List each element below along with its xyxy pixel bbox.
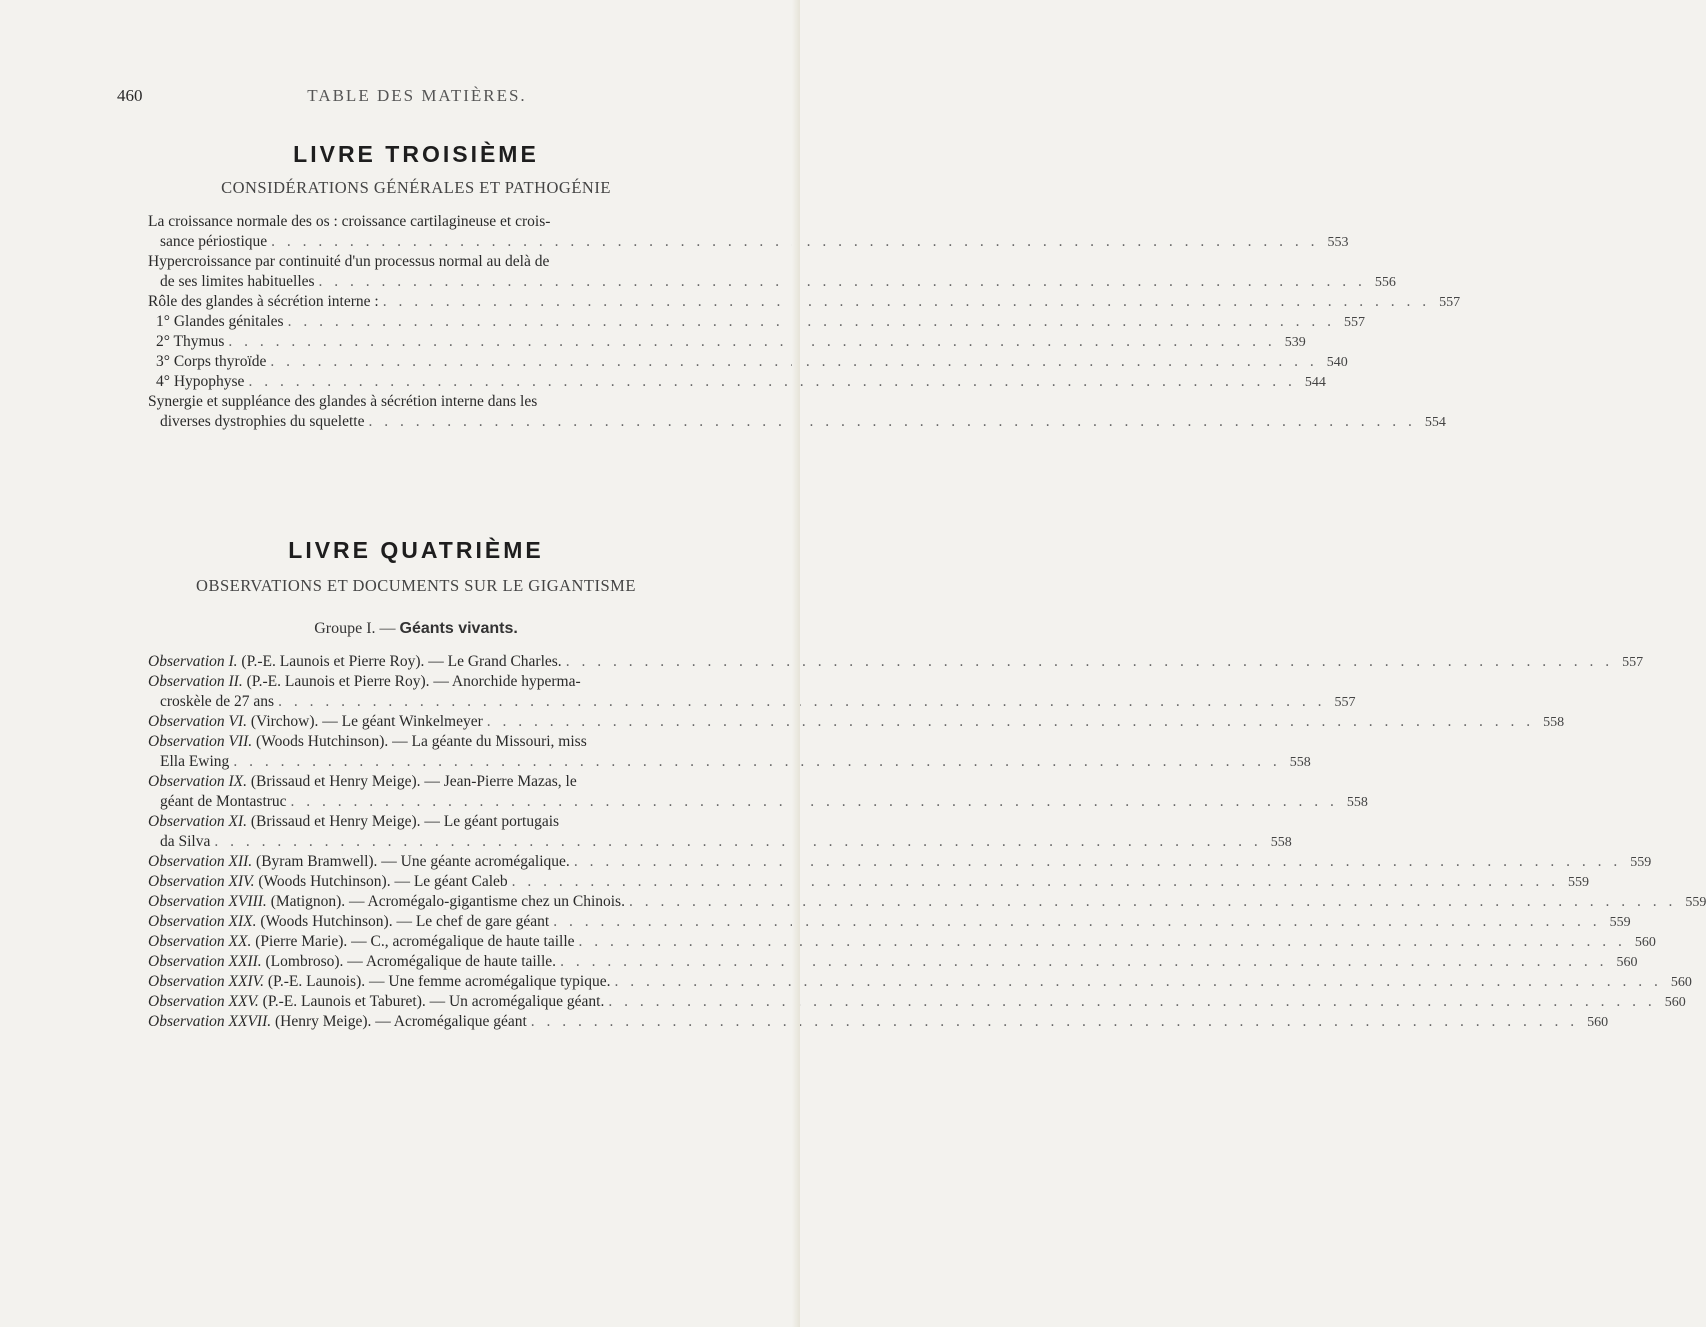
toc-entry	[148, 212, 1349, 252]
entry-text: Rôle des glandes à sécrétion interne :	[148, 293, 379, 310]
leader-dots	[487, 712, 1534, 732]
observation-label: Observation II.	[148, 673, 243, 690]
page-edge	[792, 0, 800, 1327]
page-ref: 539	[1284, 335, 1306, 350]
observation-label: Observation XIV.	[148, 873, 255, 890]
observation-text: (Lombroso). — Acromégalique de haute taille.	[265, 953, 557, 970]
toc-line	[148, 712, 1565, 732]
observation-label: Observation XIX.	[148, 913, 257, 930]
leader-dots	[248, 372, 1295, 392]
toc-line	[148, 952, 1638, 972]
book-subtitle: OBSERVATIONS ET DOCUMENTS SUR LE GIGANTISME	[196, 576, 636, 595]
leader-dots	[512, 872, 1559, 892]
observation-text: (Woods Hutchinson). — Le chef de gare géant	[260, 913, 550, 930]
page-ref: 557	[1622, 655, 1644, 670]
toc-line	[148, 752, 1311, 772]
group-heading	[148, 620, 684, 638]
entry-text	[148, 872, 508, 892]
observation-text: (Virchow). — Le géant Winkelmeyer	[250, 713, 483, 730]
entry-text: de ses limites habituelles	[160, 273, 315, 290]
observation-entry	[148, 852, 1652, 872]
observation-label: Observation IX.	[148, 773, 248, 790]
leader-dots	[629, 892, 1676, 912]
observation-text: (Matignon). — Acromégalo-gigantisme chez un Chinois.	[270, 893, 625, 910]
observation-entry	[148, 992, 1686, 1012]
toc-entry	[148, 312, 1365, 332]
leader-dots	[574, 852, 1621, 872]
toc-line	[148, 312, 1365, 332]
toc-line	[148, 892, 1706, 912]
page-ref: 560	[1664, 995, 1686, 1010]
toc-line	[148, 332, 1306, 352]
entry-text: 1° Glandes génitales	[156, 313, 284, 330]
entry-text: diverses dystrophies du squelette	[160, 413, 365, 430]
entry-text	[148, 812, 559, 832]
toc-entry	[148, 392, 1446, 432]
leader-dots	[368, 412, 1415, 432]
observation-text: (Pierre Marie). — C., acromégalique de haute taille	[255, 933, 575, 950]
observation-text: géant de Montastruc	[160, 793, 287, 810]
entry-text	[160, 692, 274, 712]
toc-line	[148, 232, 1349, 252]
entry-text: sance périostique	[160, 233, 268, 250]
observation-entry	[148, 872, 1590, 892]
toc-entry	[148, 292, 1461, 312]
toc-line	[148, 812, 684, 832]
observation-text: Ella Ewing	[160, 753, 230, 770]
observation-label: Observation XXII.	[148, 953, 262, 970]
livre-troisieme-section	[148, 141, 1461, 432]
toc-line	[148, 412, 1446, 432]
toc-line	[148, 932, 1656, 952]
page-ref: 558	[1270, 835, 1292, 850]
toc-line	[148, 792, 1368, 812]
observation-label: Observation VII.	[148, 733, 253, 750]
toc-line	[148, 732, 684, 752]
observation-text: (Woods Hutchinson). — La géante du Missouri, miss	[256, 733, 587, 750]
page-ref: 559	[1609, 915, 1631, 930]
observation-label: Observation XVIII.	[148, 893, 267, 910]
leader-dots	[560, 952, 1607, 972]
observation-text: da Silva	[160, 833, 211, 850]
page-ref: 560	[1634, 935, 1656, 950]
page-ref: 560	[1587, 1015, 1609, 1030]
page-ref: 560	[1616, 955, 1638, 970]
observation-label: Observation XXVII.	[148, 1013, 272, 1030]
leader-dots	[383, 292, 1430, 312]
observation-text: (Brissaud et Henry Meige). — Jean-Pierre Mazas, le	[250, 773, 577, 790]
page-ref: 559	[1685, 895, 1706, 910]
observation-label: Observation VI.	[148, 713, 248, 730]
toc-line	[148, 372, 1326, 392]
page-ref: 553	[1327, 235, 1349, 250]
entry-text	[148, 952, 556, 972]
observation-text: croskèle de 27 ans	[160, 693, 275, 710]
toc-entry	[148, 372, 1326, 392]
leader-dots	[566, 652, 1613, 672]
entry-text	[148, 1012, 527, 1032]
observation-text: (Woods Hutchinson). — Le géant Caleb	[258, 873, 508, 890]
entry-text: Hypercroissance par continuité d'un processus normal au delà de	[148, 253, 550, 270]
entry-text	[148, 892, 625, 912]
observation-label: Observation I.	[148, 653, 238, 670]
livre-quatrieme-section	[148, 537, 1706, 1032]
running-title: TABLE DES MATIÈRES.	[307, 86, 527, 105]
toc-line	[148, 772, 684, 792]
page-ref: 558	[1289, 755, 1311, 770]
entry-text	[148, 772, 577, 792]
observation-label: Observation XII.	[148, 853, 253, 870]
page-ref: 558	[1346, 795, 1368, 810]
entry-text	[148, 992, 604, 1012]
observation-text: (Brissaud et Henry Meige). — Le géant portugais	[250, 813, 560, 830]
page-ref: 557	[1439, 295, 1461, 310]
page-header	[117, 86, 717, 108]
observation-entry	[148, 672, 1356, 712]
leader-dots	[579, 932, 1626, 952]
book-title: LIVRE TROISIÈME	[293, 141, 539, 167]
observation-entry	[148, 712, 1565, 732]
page-ref: 557	[1343, 315, 1365, 330]
observation-list	[148, 652, 1706, 1032]
toc-line	[148, 992, 1686, 1012]
toc-line	[148, 912, 1631, 932]
toc-line	[148, 252, 684, 272]
leader-dots	[291, 792, 1338, 812]
group-prefix: Groupe I. —	[314, 620, 396, 637]
observation-entry	[148, 1012, 1609, 1032]
entry-text: 2° Thymus	[156, 333, 225, 350]
leader-dots	[553, 912, 1600, 932]
toc-line	[148, 692, 1356, 712]
entry-text	[148, 932, 575, 952]
entry-text	[148, 912, 549, 932]
page-ref: 557	[1334, 695, 1356, 710]
toc-entry	[148, 352, 1348, 372]
toc-line	[148, 352, 1348, 372]
toc-line	[148, 672, 684, 692]
page-ref: 556	[1374, 275, 1396, 290]
leader-dots	[288, 312, 1335, 332]
observation-text: (P.-E. Launois et Taburet). — Un acromégalique géant.	[262, 993, 605, 1010]
observation-text: (P.-E. Launois et Pierre Roy). — Anorchide hyperma-	[246, 673, 581, 690]
toc-line	[148, 972, 1692, 992]
entry-text	[148, 972, 610, 992]
observation-entry	[148, 732, 1311, 772]
leader-dots	[531, 1012, 1578, 1032]
observation-label: Observation XXIV.	[148, 973, 264, 990]
observation-text: (P.-E. Launois et Pierre Roy). — Le Grand Charles.	[241, 653, 562, 670]
page-ref: 554	[1424, 415, 1446, 430]
toc-line	[148, 1012, 1609, 1032]
entry-text	[148, 852, 570, 872]
toc-line	[148, 212, 684, 232]
observation-entry	[148, 972, 1692, 992]
leader-dots	[608, 992, 1655, 1012]
page-ref: 558	[1543, 715, 1565, 730]
page-ref: 559	[1630, 855, 1652, 870]
page-ref: 540	[1326, 355, 1348, 370]
leader-dots	[228, 332, 1275, 352]
page-ref: 544	[1304, 375, 1326, 390]
toc-line	[148, 852, 1652, 872]
page-ref: 559	[1568, 875, 1590, 890]
observation-entry	[148, 892, 1706, 912]
entry-text: 4° Hypophyse	[156, 373, 245, 390]
observation-label: Observation XX.	[148, 933, 252, 950]
leader-dots	[278, 692, 1325, 712]
leader-dots	[233, 752, 1280, 772]
entry-text	[160, 792, 287, 812]
observation-text: (P.-E. Launois). — Une femme acromégalique typique.	[267, 973, 611, 990]
entry-text	[160, 752, 229, 772]
entry-text: Synergie et suppléance des glandes à sécrétion interne dans les	[148, 393, 538, 410]
observation-entry	[148, 812, 1292, 852]
page-number: 460	[117, 86, 143, 105]
toc-line	[148, 272, 1396, 292]
entry-text: La croissance normale des os : croissance cartilagineuse et crois-	[148, 213, 551, 230]
observation-label: Observation XXV.	[148, 993, 259, 1010]
observation-label: Observation XI.	[148, 813, 248, 830]
page-ref: 560	[1670, 975, 1692, 990]
toc-line	[148, 292, 1461, 312]
toc-line	[148, 652, 1644, 672]
toc-entry	[148, 332, 1306, 352]
entry-text	[148, 712, 483, 732]
entry-text	[148, 652, 562, 672]
toc-entry	[148, 252, 1396, 292]
group-title: Géants vivants.	[399, 620, 518, 637]
book-title: LIVRE QUATRIÈME	[288, 537, 544, 563]
observation-entry	[148, 772, 1368, 812]
entry-text	[160, 832, 210, 852]
toc-line	[148, 872, 1590, 892]
observation-entry	[148, 912, 1631, 932]
book-subtitle: CONSIDÉRATIONS GÉNÉRALES ET PATHOGÉNIE	[221, 178, 611, 197]
toc-line	[148, 832, 1292, 852]
leader-dots	[214, 832, 1261, 852]
entry-text: 3° Corps thyroïde	[156, 353, 267, 370]
observation-entry	[148, 652, 1644, 672]
entry-text	[148, 672, 581, 692]
observation-entry	[148, 932, 1656, 952]
leader-dots	[614, 972, 1661, 992]
toc-list	[148, 212, 1461, 432]
leader-dots	[319, 272, 1366, 292]
toc-line	[148, 392, 684, 412]
entry-text	[148, 732, 587, 752]
observation-entry	[148, 952, 1638, 972]
observation-text: (Byram Bramwell). — Une géante acromégalique.	[256, 853, 570, 870]
observation-text: (Henry Meige). — Acromégalique géant	[274, 1013, 527, 1030]
